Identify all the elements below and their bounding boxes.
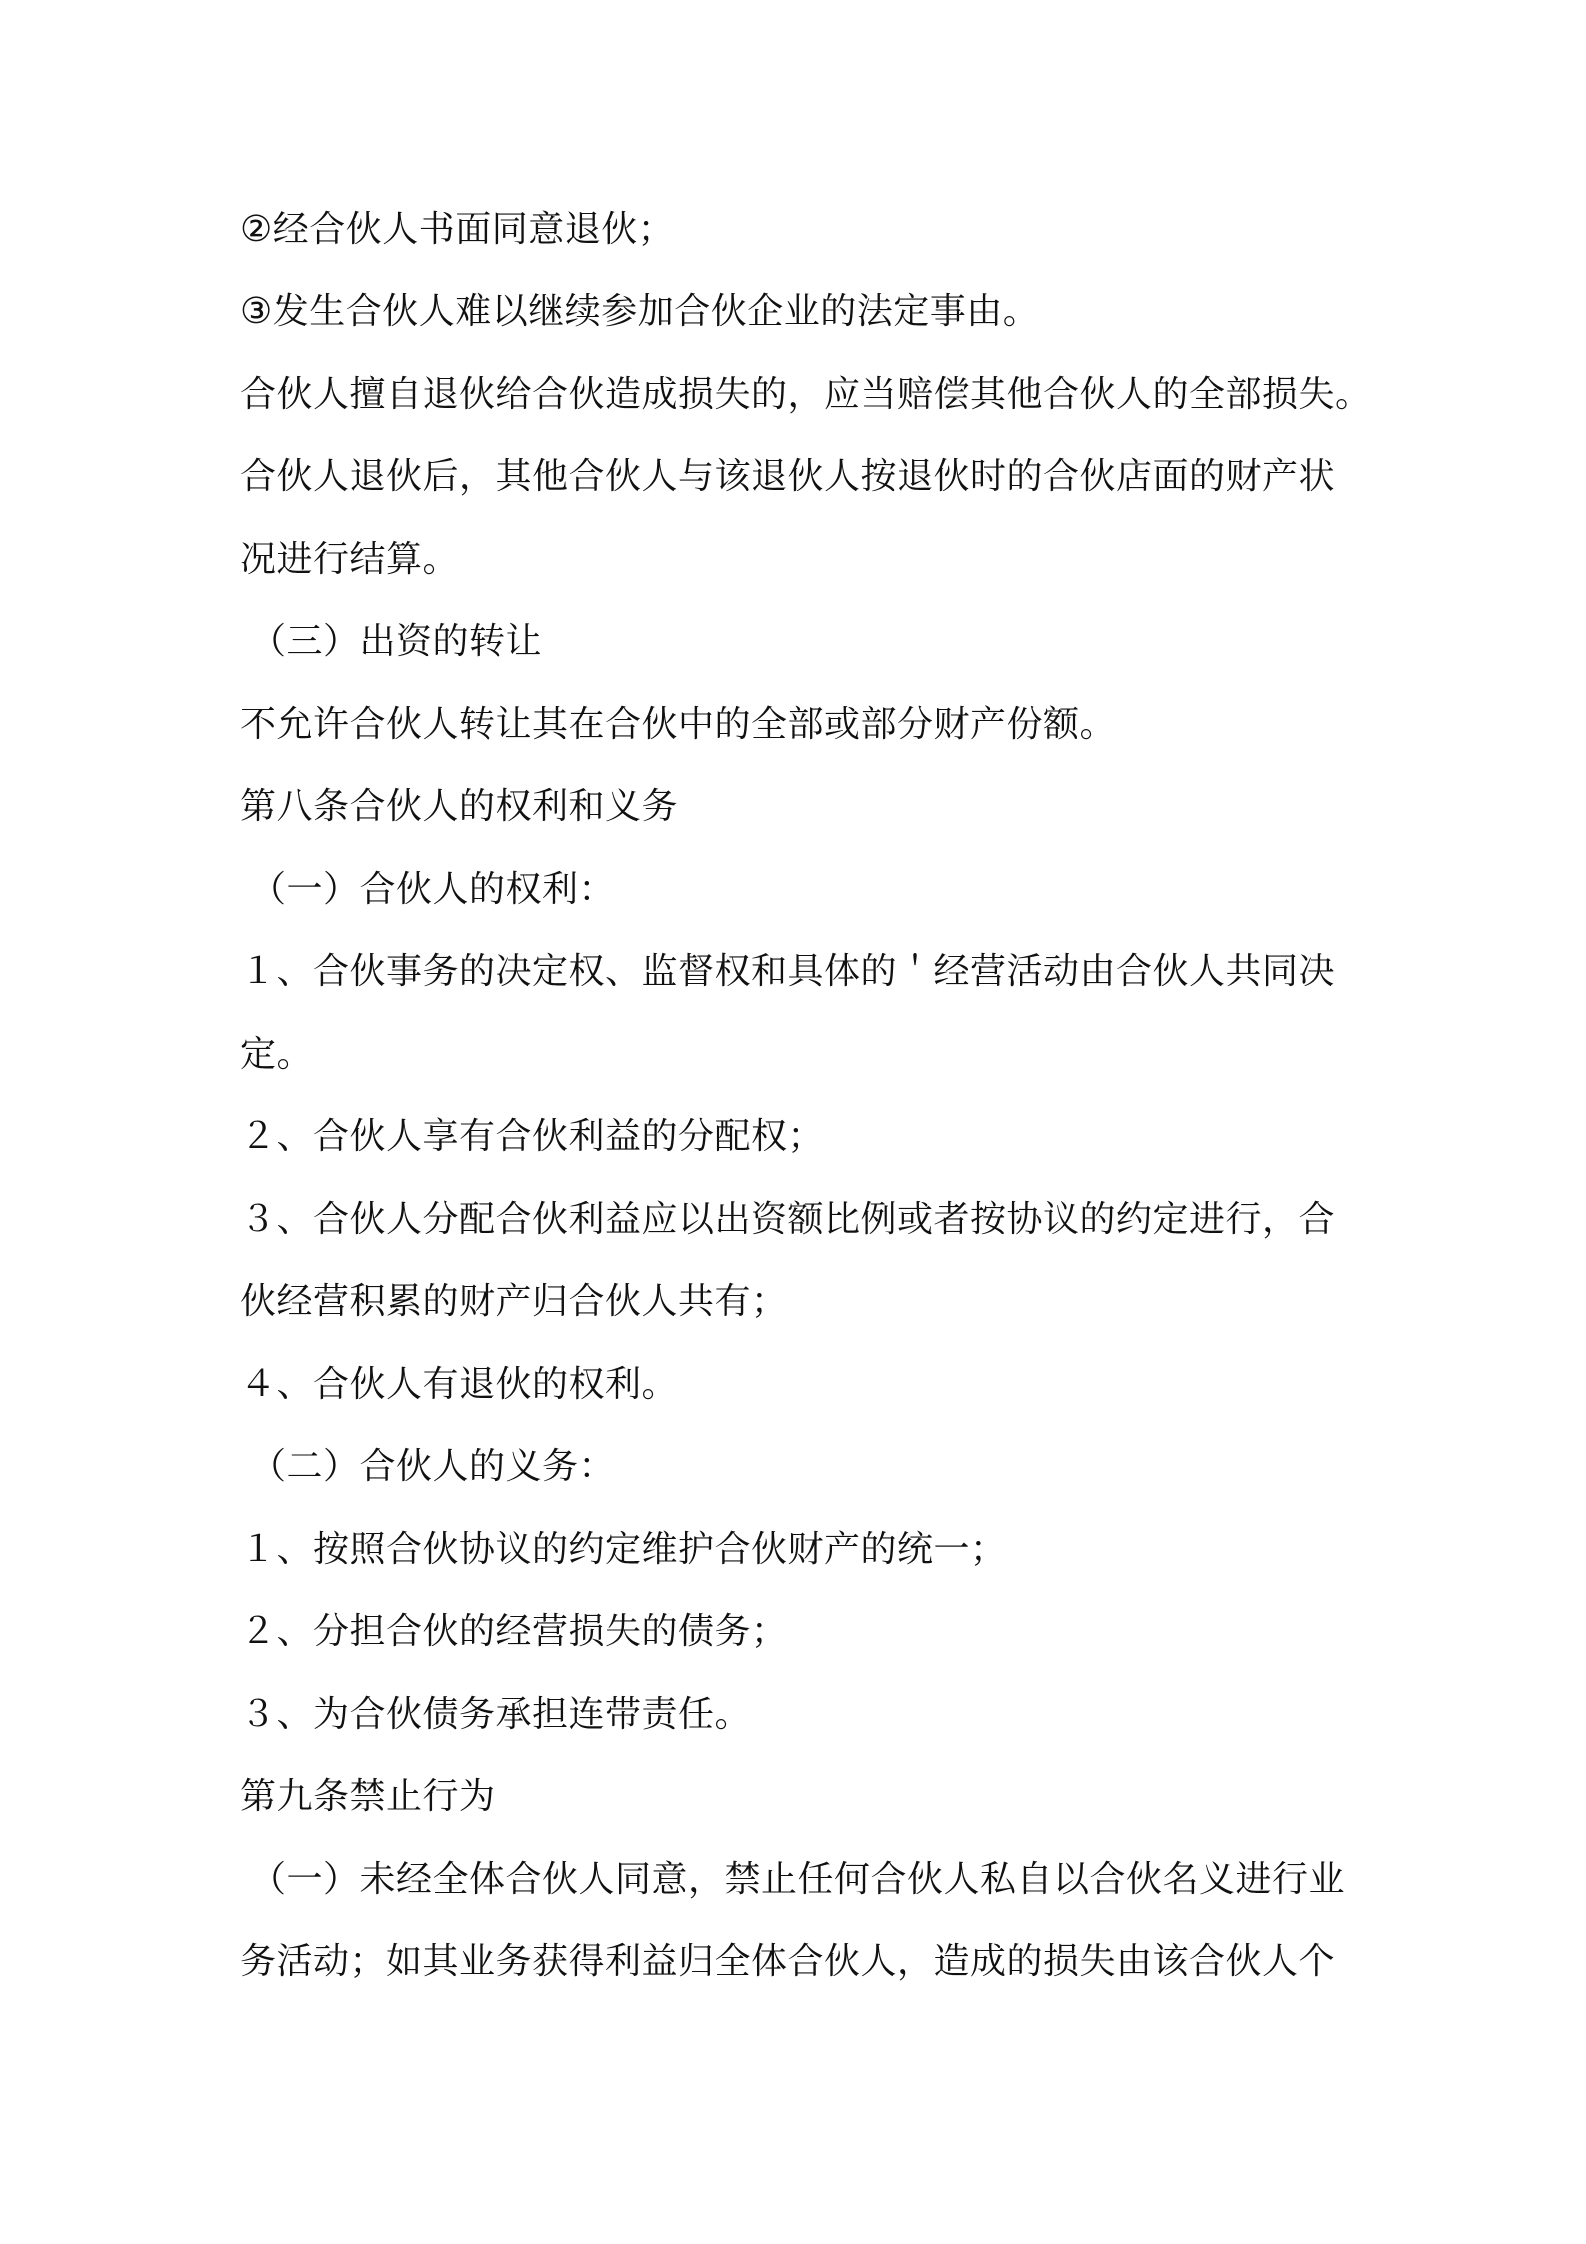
text-line: 伙经营积累的财产归合伙人共有； <box>240 1281 788 1322</box>
section-heading: （三）出资的转让 <box>250 621 543 662</box>
text-line: ２、合伙人享有合伙利益的分配权； <box>240 1116 825 1157</box>
text-line: ②经合伙人书面同意退伙； <box>240 209 675 250</box>
text-line: 况进行结算。 <box>240 539 460 580</box>
text-line: 合伙人擅自退伙给合伙造成损失的，应当赔偿其他合伙人的全部损失。 <box>240 374 1372 415</box>
text-line: 不允许合伙人转让其在合伙中的全部或部分财产份额。 <box>240 704 1117 745</box>
text-line: １、合伙事务的决定权、监督权和具体的＇经营活动由合伙人共同决 <box>240 951 1336 992</box>
article-heading: 第九条禁止行为 <box>240 1776 496 1817</box>
section-heading: （二）合伙人的义务： <box>250 1446 616 1487</box>
text-line: 务活动；如其业务获得利益归全体合伙人，造成的损失由该合伙人个 <box>240 1941 1336 1982</box>
text-line: ３、为合伙债务承担连带责任。 <box>240 1694 752 1735</box>
section-heading: （一）合伙人的权利： <box>250 869 616 910</box>
text-line: ３、合伙人分配合伙利益应以出资额比例或者按协议的约定进行，合 <box>240 1199 1336 1240</box>
text-line: （一）未经全体合伙人同意，禁止任何合伙人私自以合伙名义进行业 <box>250 1859 1346 1900</box>
article-heading: 第八条合伙人的权利和义务 <box>240 786 679 827</box>
text-line: ２、分担合伙的经营损失的债务； <box>240 1611 788 1652</box>
text-line: 定。 <box>240 1034 314 1075</box>
text-line: ４、合伙人有退伙的权利。 <box>240 1364 679 1405</box>
text-line: 合伙人退伙后，其他合伙人与该退伙人按退伙时的合伙店面的财产状 <box>240 456 1336 497</box>
text-line: ③发生合伙人难以继续参加合伙企业的法定事由。 <box>240 291 1040 332</box>
text-line: １、按照合伙协议的约定维护合伙财产的统一； <box>240 1529 1007 1570</box>
